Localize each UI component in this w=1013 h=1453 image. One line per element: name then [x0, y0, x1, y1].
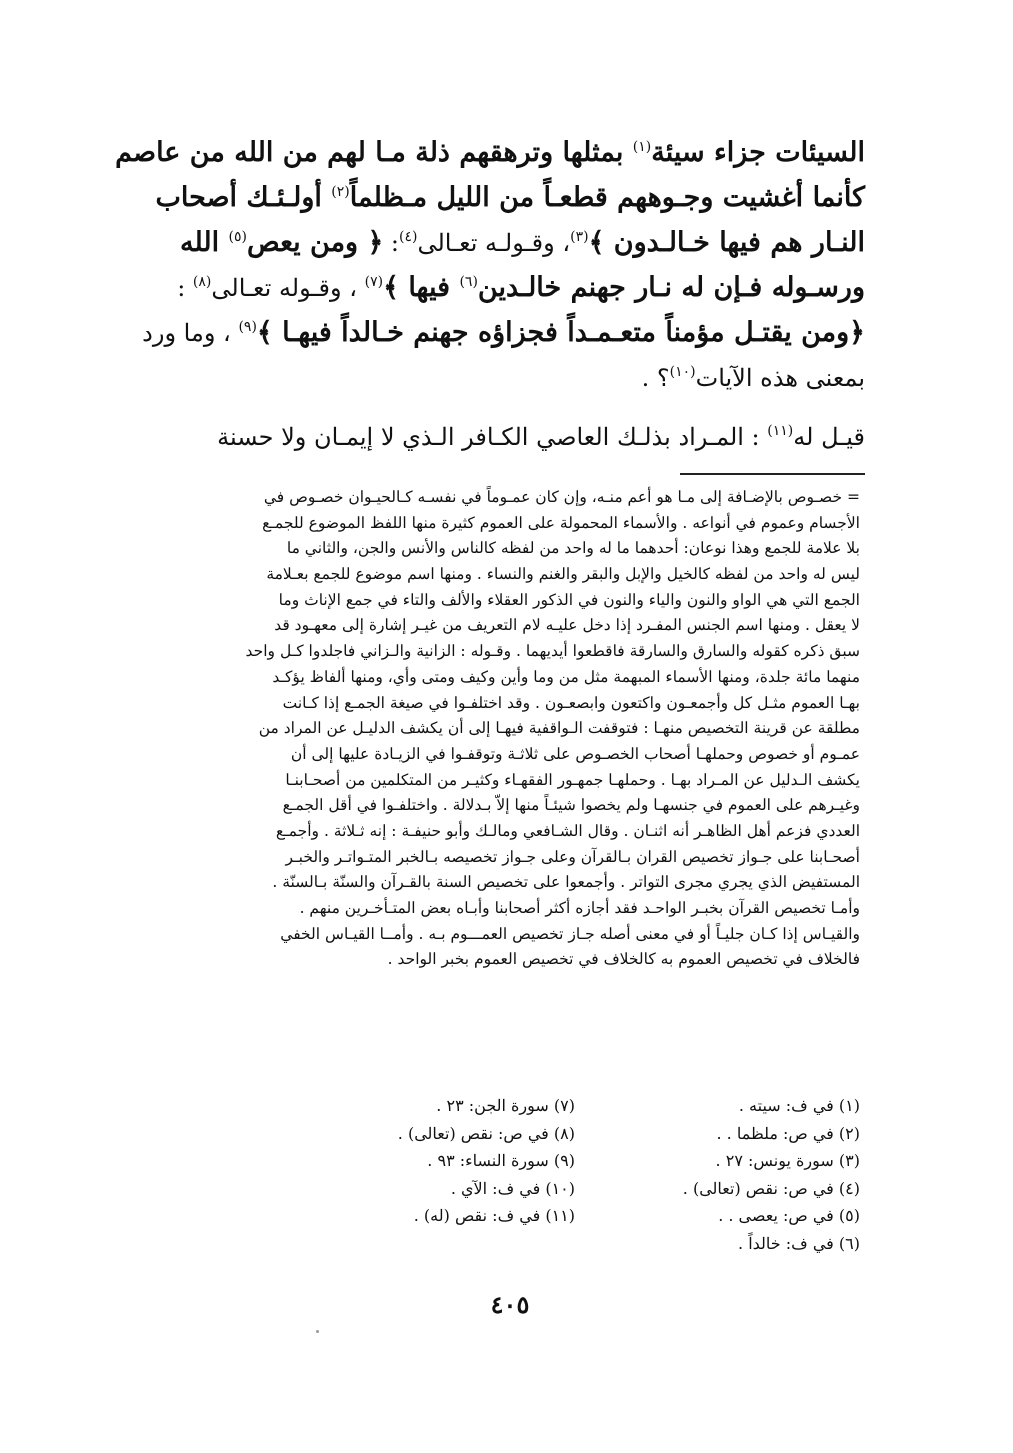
- body-text: ، وقـوله تعـالى: [211, 274, 365, 302]
- footnote-line: أصحـابنا على جـواز تخصيص القران بـالقرآن وعلى جـواز تخصيصه بـالخبر المتـواتـر والخبـر: [285, 847, 860, 866]
- footnote-line: ليس له واحد من لفظه كالخيل والإبل والبقر والغنم والنساء . ومنها اسم موضوع للجمع بعـلامة: [266, 565, 860, 584]
- footnote-line: بلا علامة للجمع وهذا نوعان: أحدهما ما له واحد من لفظه كالناس والأنس والجن، والثاني ما: [286, 539, 860, 558]
- quran-text: أولـئـك أصحاب: [155, 182, 332, 213]
- body-text: بمعنى هذه الآيات: [695, 364, 865, 392]
- footnote-line: الجمع التي هي الواو والنون والياء والنون في الذكور العقلاء والألف والتاء في جمع الإناث وما: [278, 590, 860, 609]
- quran-text: ورسـوله فـإن له نـار جهنم خالـدين: [477, 272, 865, 303]
- footnote-note: (٣) سورة يونس: ٢٧ .: [715, 1151, 860, 1170]
- footnote-note: (٥) في ص: يعصى . .: [718, 1206, 860, 1225]
- footnote-marker: (١١): [767, 423, 794, 439]
- footnote-marker: (٥): [228, 229, 247, 245]
- body-text: ، وقـولـه تعـالى: [417, 229, 571, 257]
- answer-line: [160, 414, 865, 459]
- main-text-line: [160, 355, 865, 400]
- footnote-separator: [680, 473, 865, 475]
- footnote-note: (٢) في ص: ملظما . .: [716, 1123, 860, 1143]
- quran-text: النـار هم فيها خـالـدون ﴾: [588, 227, 865, 258]
- main-text-line: [115, 130, 865, 175]
- footnote-line: يكشف الـدليل عن المـراد بهـا . وحملهـا جمهـور الفقهـاء وكثيـر من المتكلمين من أصحـابنـا: [285, 770, 860, 789]
- quran-text: ﴿ ومن يعص: [247, 227, 384, 258]
- footnote-note: (٤) في ص: نقص (تعالى) .: [682, 1178, 860, 1198]
- main-text-lines: [115, 130, 865, 400]
- body-text: قيـل له: [793, 423, 865, 451]
- footnote-line: مطلقة عن قرينة التخصيص منهـا : فتوقفت الـواقفية فيهـا إلى أن يكشف الدليـل عن المراد من: [258, 719, 860, 738]
- footnote-marker: (٤): [399, 229, 418, 245]
- footnote-note: (١٠) في ف: الآي .: [450, 1178, 575, 1198]
- body-text: ، وما ورد: [142, 319, 239, 347]
- footnote-line: الأجسام وعموم في أنواعه . والأسماء المحمولة على العموم كثيرة منها اللفظ الموضوع للجمـع: [262, 513, 860, 532]
- footnote-line: والقيـاس إذا كـان جليـاً أو في معنى أصله جـاز تخصيص العمـــوم بـه . وأمــا القيـاس الخفي: [280, 924, 860, 943]
- footnote-note: (٧) سورة الجن: ٢٣ .: [436, 1096, 575, 1115]
- main-text-line: [155, 175, 865, 220]
- footnote-notes: [290, 1092, 860, 1257]
- footnote-line: لا يعقل . ومنها اسم الجنس المفـرد إذا دخل عليـه لام التعريف من غيـر إشارة إلى معهـود قد: [274, 616, 860, 635]
- footnote-marker: (٩): [238, 319, 257, 335]
- footnote-line: سبق ذكره كقوله والسارق والسارقة فاقطعوا أيديهما . وقـوله : الزانية والـزاني فاجلدوا كـل واحد: [245, 642, 860, 661]
- footnote-line: عمـوم أو خصوص وحملهـا أصحاب الخصـوص على ثلاثـة وتوقفـوا في الزيـادة عليها إلى أن: [290, 744, 860, 763]
- footnote-line: فالخلاف في تخصيص العموم به كالخلاف في تخصيص العموم بخبر الواحد .: [387, 950, 860, 969]
- footnote-line: المستفيض الذي يجري مجرى التواتر . وأجمعوا على تخصيص السنة بالقـرآن والسنّة بـالسنّة .: [272, 873, 860, 892]
- footnote-marker: (٧): [364, 274, 384, 290]
- notes-right-column: [575, 1092, 860, 1257]
- footnote-line: = خصـوص بالإضـافة إلى مـا هو أعم منـه، وإن كان عمـوماً في نفسـه كـالحيـوان خصـوص في: [263, 488, 860, 506]
- quran-text: السيئات جزاء سيئة: [651, 137, 865, 168]
- main-text-line: [142, 310, 865, 355]
- footnote-note: (٦) في ف: خالداً .: [738, 1233, 860, 1253]
- main-text-line: [160, 220, 865, 265]
- footnote-note: (١١) في ف: نقص (له) .: [413, 1206, 575, 1225]
- footnote-marker: (٢): [331, 184, 350, 200]
- footnote-note: (٩) سورة النساء: ٩٣ .: [427, 1151, 575, 1170]
- footnote-line: بهـا العموم مثـل كل وأجمعـون واكتعون وابصعـون . وقد اختلفـوا في صيغة الجمـع إذا كـانت: [282, 693, 860, 712]
- page-number: ٤٠٥: [490, 1290, 530, 1319]
- quran-text: كأنما أغشيت وجـوههم قطعـاً من الليل مـظلماً: [349, 182, 865, 213]
- body-text: ؟ .: [641, 364, 670, 392]
- footnote-note: (١) في ف: سيته .: [738, 1096, 860, 1115]
- footnote-note: (٨) في ص: نقص (تعالى) .: [397, 1123, 575, 1143]
- quran-text: ﴿ومن يقتـل مؤمناً متعـمـداً فجزاؤه جهنم خـالداً فيهـا ﴾: [256, 317, 865, 348]
- footnote-marker: (١): [632, 139, 652, 155]
- paragraph-gap: [160, 400, 865, 414]
- footnote-marker: (١٠): [669, 364, 696, 380]
- quran-text: بمثلها وترهقهم ذلة مـا لهم من الله من عاصم: [115, 137, 633, 168]
- quran-text: الله: [179, 227, 229, 258]
- footnote-marker: (٨): [192, 274, 212, 290]
- body-text: :: [177, 274, 193, 302]
- main-text-block: [115, 130, 865, 459]
- footnote-line: منهما مائة جلدة، ومنها الأسماء المبهمة مثل من وما وأين وكيف ومتى وأي، ومنها ألفاظ يؤكـد: [272, 667, 860, 686]
- footnote-line: العددي فزعم أهل الظاهـر أنه اثنـان . وقال الشـافعي ومالـك وأبو حنيفـة : إنه ثـلاثة . وأجمـع: [275, 821, 860, 840]
- footnote-line: وأمـا تخصيص القرآن بخبـر الواحـد فقد أجازه أكثر أصحابنا وأبـاه بعض المتـأخـرين منهم .: [299, 899, 860, 917]
- footnote-line: وغيـرهم على العموم في جنسهـا ولم يخصوا شيئـاً منها إلاّ بـدلالة . واختلفـوا في أقل الجمـع: [282, 796, 860, 815]
- scan-speck: [316, 1330, 319, 1333]
- notes-left-column: [290, 1092, 575, 1257]
- quran-text: فيها ﴾: [383, 272, 460, 303]
- main-text-line: [160, 265, 865, 310]
- body-text: : المـراد بذلـك العاصي الكـافر الـذي لا إيمـان ولا حسنة: [217, 423, 768, 451]
- footnote-marker: (٦): [459, 274, 478, 290]
- footnote-marker: (٣): [570, 229, 589, 245]
- body-text: :: [383, 229, 400, 257]
- footnote-continuation: [170, 485, 860, 973]
